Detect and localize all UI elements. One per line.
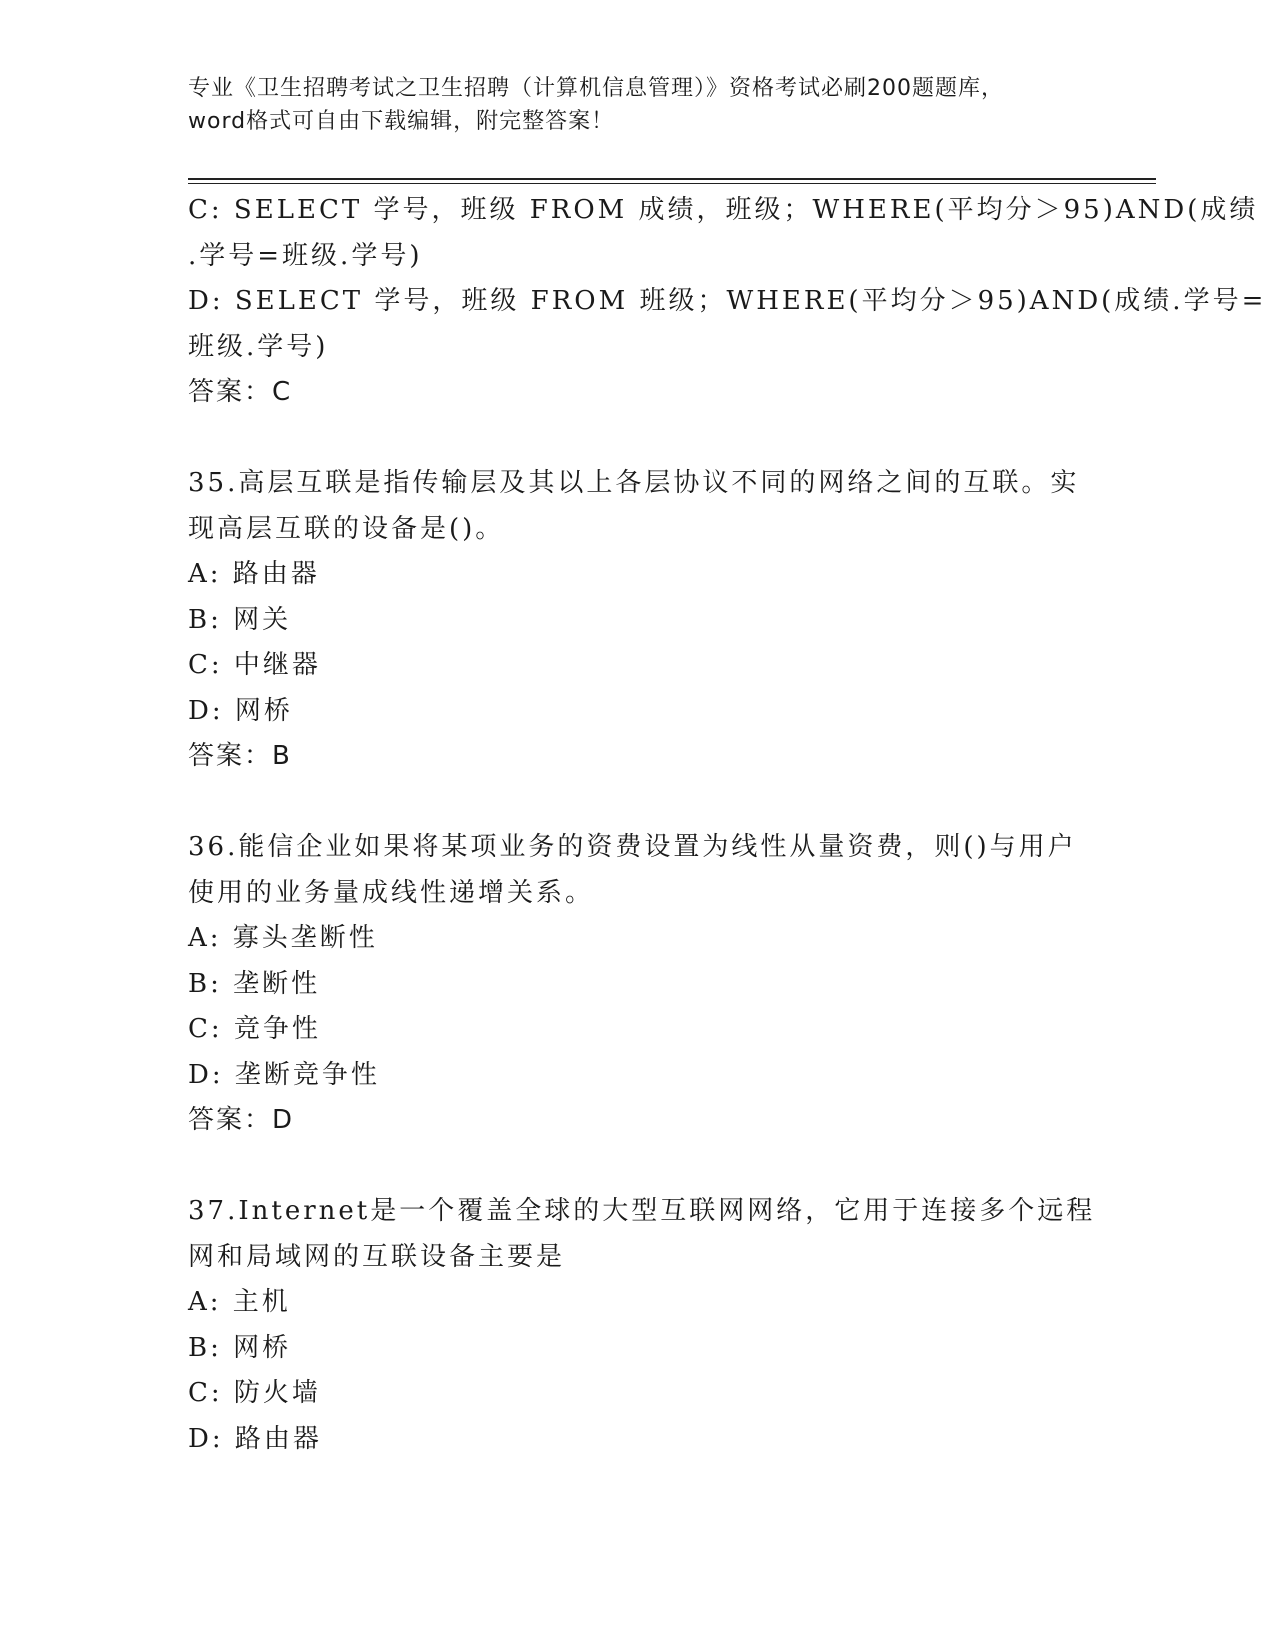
answer: 答案：B — [188, 741, 292, 771]
header-line-2: word格式可自由下载编辑，附完整答案！ — [188, 109, 615, 134]
spacer — [188, 416, 1088, 462]
option-c-line-1: C: SELECT 学号，班级 FROM 成绩，班级；WHERE(平均分＞95)AND(成绩 — [188, 195, 1259, 225]
header-divider-top — [188, 178, 1156, 180]
option-a: A: 路由器 — [188, 559, 320, 589]
header-divider-bottom — [188, 183, 1156, 184]
option-b: B: 网关 — [188, 604, 292, 635]
option-c: C: 防火墙 — [188, 1378, 321, 1408]
question-content — [188, 188, 1267, 1462]
option-c: C: 中继器 — [188, 650, 321, 680]
question-35 — [188, 461, 1088, 780]
option-d: D: 垄断竞争性 — [188, 1059, 380, 1090]
answer: 答案：D — [188, 1105, 295, 1135]
option-a: A: 主机 — [188, 1287, 291, 1317]
option-b: B: 垄断性 — [188, 968, 321, 999]
spacer — [188, 1144, 1088, 1190]
header-line-1: 专业《卫生招聘考试之卫生招聘（计算机信息管理）》资格考试必刷200题题库， — [188, 76, 1004, 101]
question-stem-line-2: 使用的业务量成线性递增关系。 — [188, 877, 595, 908]
option-d-line-2: 班级.学号) — [188, 331, 329, 362]
question-stem-line-1: 36.能信企业如果将某项业务的资费设置为线性从量资费，则()与用户 — [188, 832, 1077, 862]
prev-question — [188, 188, 1267, 416]
option-d: D: 网桥 — [188, 695, 293, 726]
option-a: A: 寡头垄断性 — [188, 923, 378, 953]
option-d: D: 路由器 — [188, 1423, 322, 1454]
question-stem-line-2: 现高层互联的设备是()。 — [188, 513, 505, 544]
document-header — [188, 72, 1088, 138]
question-36 — [188, 825, 1088, 1144]
option-c-line-2: .学号=班级.学号) — [188, 240, 423, 271]
option-c: C: 竞争性 — [188, 1014, 321, 1044]
question-stem-line-1: 35.高层互联是指传输层及其以上各层协议不同的网络之间的互联。实 — [188, 468, 1080, 498]
option-d-line-1: D: SELECT 学号，班级 FROM 班级；WHERE(平均分＞95)AND(成绩.学号= — [188, 286, 1267, 316]
question-stem-line-2: 网和局域网的互联设备主要是 — [188, 1241, 566, 1272]
answer: 答案：C — [188, 377, 293, 407]
question-stem-line-1: 37.Internet是一个覆盖全球的大型互联网网络，它用于连接多个远程 — [188, 1196, 1096, 1226]
question-37 — [188, 1189, 1096, 1462]
spacer — [188, 780, 1088, 826]
option-b: B: 网桥 — [188, 1332, 292, 1363]
